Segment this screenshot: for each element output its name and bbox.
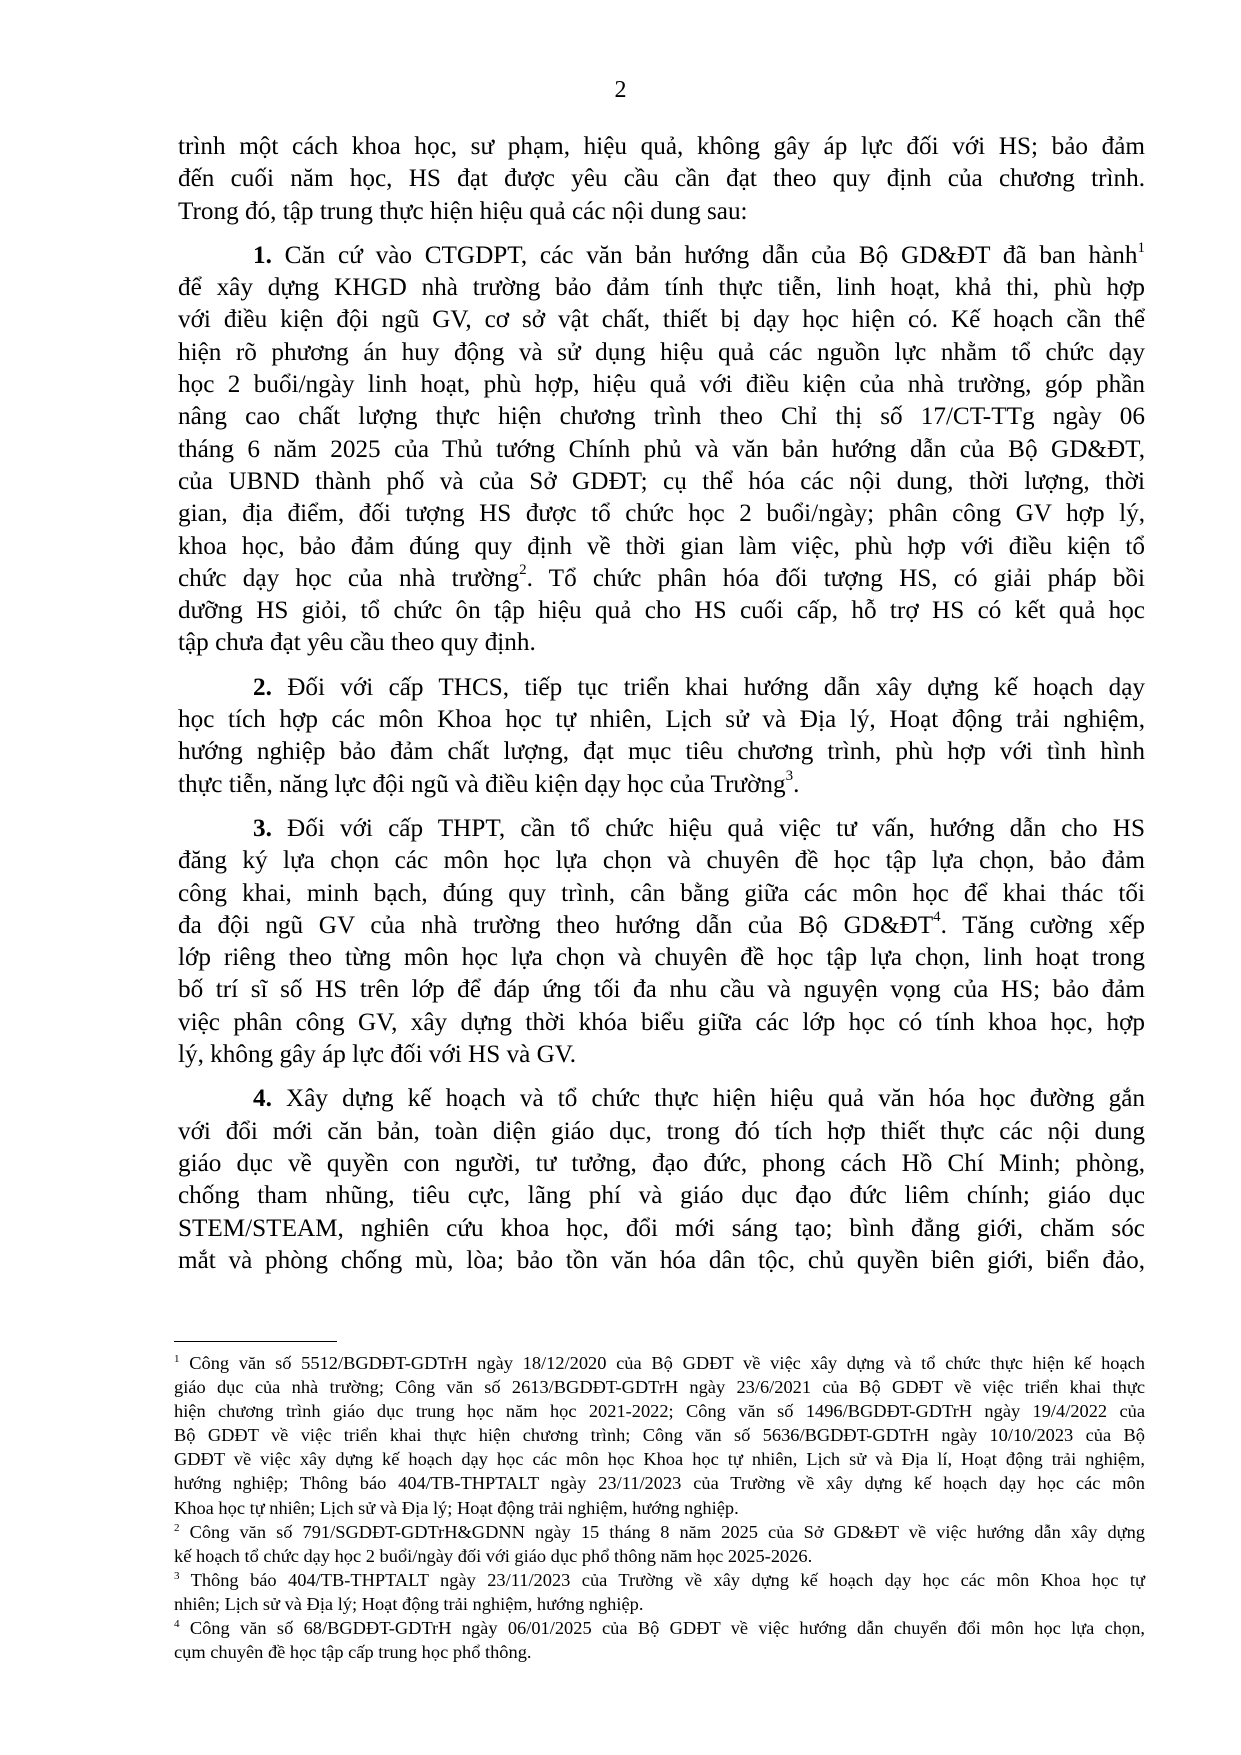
footnote-ref[interactable]: 2	[519, 562, 527, 579]
footnote-line	[174, 1616, 1145, 1640]
text-line	[178, 769, 1145, 801]
footnote-line: hiện chương trình giáo dục trung học năm học 2021-2022; Công văn số 1496/BGDĐT-GDTrH ngày 19/4/2022 của	[174, 1401, 1145, 1422]
text-run: . Tăng cường xếp	[940, 911, 1145, 939]
document-body	[178, 131, 1145, 1289]
footnote-separator	[174, 1341, 337, 1342]
text-line: bố trí sĩ số HS trên lớp để đáp ứng tối đa nhu cầu và nguyện vọng của HS; bảo đảm	[178, 976, 1145, 1004]
footnote-line: GDĐT về việc xây dựng kế hoạch dạy học các môn học Khoa học tự nhiên, Lịch sử và Địa lí, Hoạt động trải nghiệm,	[174, 1449, 1145, 1470]
text-line: hiện rõ phương án huy động và sử dụng hiệu quả các nguồn lực nhằm tổ chức dạy	[178, 338, 1145, 366]
text-line: với điều kiện đội ngũ GV, cơ sở vật chất, thiết bị dạy học hiện có. Kế hoạch cần thể	[178, 306, 1145, 334]
text-line: lý, không gây áp lực đối với HS và GV.	[178, 1041, 576, 1069]
text-line: gian, địa điểm, đối tượng HS được tổ chức học 2 buổi/ngày; phân công GV hợp lý,	[178, 500, 1145, 528]
text-line: đến cuối năm học, HS đạt được yêu cầu cần đạt theo quy định của chương trình.	[178, 165, 1145, 193]
text-line: của UBND thành phố và của Sở GDĐT; cụ thể hóa các nội dung, thời lượng, thời	[178, 467, 1145, 495]
text-line: tháng 6 năm 2025 của Thủ tướng Chính phủ và văn bản hướng dẫn của Bộ GD&ĐT,	[178, 435, 1145, 463]
footnote-ref[interactable]: 4	[933, 909, 941, 926]
text-line: với đổi mới căn bản, toàn diện giáo dục, trong đó tích hợp thiết thực các nội dung	[178, 1117, 1145, 1145]
text-line: mắt và phòng chống mù, lòa; bảo tồn văn hóa dân tộc, chủ quyền biên giới, biển đảo,	[178, 1246, 1145, 1274]
text-run: đa đội ngũ GV của nhà trường theo hướng dẫn của Bộ GD&ĐT	[178, 911, 934, 939]
item-1-paragraph	[178, 240, 1145, 660]
text-line: Trong đó, tập trung thực hiện hiệu quả các nội dung sau:	[178, 197, 748, 225]
text-line: tập chưa đạt yêu cầu theo quy định.	[178, 629, 536, 657]
text-line: chống tham nhũng, tiêu cực, lãng phí và giáo dục đạo đức liêm chính; giáo dục	[178, 1182, 1145, 1210]
footnote-mark: 2	[174, 1521, 180, 1534]
text-line	[178, 813, 1145, 845]
text-line: khoa học, bảo đảm đúng quy định về thời gian làm việc, phù hợp với điều kiện tổ	[178, 532, 1145, 560]
text-run: . Tổ chức phân hóa đối tượng HS, có giải pháp bồi	[526, 564, 1146, 592]
text-line: lớp riêng theo từng môn học lựa chọn và chuyên đề học tập lựa chọn, linh hoạt trong	[178, 944, 1145, 972]
footnote-line: nhiên; Lịch sử và Địa lý; Hoạt động trải nghiệm, hướng nghiệp.	[174, 1593, 644, 1614]
footnote-2	[174, 1520, 1145, 1568]
footnote-line: cụm chuyên đề học tập cấp trung học phổ thông.	[174, 1642, 532, 1663]
item-3-paragraph	[178, 813, 1145, 1071]
text-run: Đối với cấp THCS, tiếp tục triển khai hướng dẫn xây dựng kế hoạch dạy	[271, 673, 1145, 701]
text-line: học 2 buổi/ngày linh hoạt, phù hợp, hiệu quả với điều kiện của nhà trường, góp phần	[178, 371, 1145, 399]
text-run: Căn cứ vào CTGDPT, các văn bản hướng dẫn của Bộ GD&ĐT đã ban hành	[271, 241, 1138, 269]
footnote-line	[174, 1520, 1145, 1544]
text-line: học tích hợp các môn Khoa học tự nhiên, Lịch sử và Địa lý, Hoạt động trải nghiệm,	[178, 706, 1145, 734]
text-line: STEM/STEAM, nghiên cứu khoa học, đổi mới sáng tạo; bình đẳng giới, chăm sóc	[178, 1214, 1145, 1242]
text-run: thực tiễn, năng lực đội ngũ và điều kiện dạy học của Trường	[178, 770, 786, 798]
text-line	[178, 910, 1145, 942]
footnote-line: kế hoạch tổ chức dạy học 2 buổi/ngày đối với giáo dục phổ thông năm học 2025-2026.	[174, 1545, 813, 1566]
page-number: 2	[614, 77, 627, 103]
text-line	[178, 1083, 1145, 1115]
footnote-line	[174, 1568, 1145, 1592]
footnote-ref[interactable]: 1	[1137, 239, 1145, 256]
text-line	[178, 563, 1145, 595]
intro-paragraph	[178, 131, 1145, 228]
footnote-3	[174, 1568, 1145, 1616]
text-line	[178, 672, 1145, 704]
text-run: chức dạy học của nhà trường	[178, 564, 520, 592]
footnote-line: Khoa học tự nhiên; Lịch sử và Địa lý; Hoạt động trải nghiệm, hướng nghiệp.	[174, 1497, 739, 1518]
text-run: Thông báo 404/TB-THPTALT ngày 23/11/2023 của Trường về xây dựng kế hoạch dạy học các môn Khoa học tự	[179, 1569, 1145, 1590]
text-run: Đối với cấp THPT, cần tổ chức hiệu quả việc tư vấn, hướng dẫn cho HS	[271, 814, 1145, 842]
footnote-4	[174, 1616, 1145, 1664]
footnote-mark: 3	[174, 1569, 180, 1582]
footnote-mark: 4	[174, 1617, 180, 1630]
footnote-line	[174, 1351, 1145, 1375]
text-run: Công văn số 791/SGDĐT-GDTrH&GDNN ngày 15 tháng 8 năm 2025 của Sở GD&ĐT về việc hướng dẫn xây dựng	[179, 1521, 1145, 1542]
footnote-line: hướng nghiệp; Thông báo 404/TB-THPTALT ngày 23/11/2023 của Trường về xây dựng kế hoạch dạy học các môn	[174, 1473, 1145, 1494]
text-line: giáo dục về quyền con người, tư tưởng, đạo đức, phong cách Hồ Chí Minh; phòng,	[178, 1149, 1145, 1177]
text-line: công khai, minh bạch, đúng quy trình, cân bằng giữa các môn học để khai thác tối	[178, 879, 1145, 907]
item-number: 3.	[253, 814, 272, 842]
text-line: nâng cao chất lượng thực hiện chương trình theo Chỉ thị số 17/CT-TTg ngày 06	[178, 403, 1145, 431]
text-run: Xây dựng kế hoạch và tổ chức thực hiện hiệu quả văn hóa học đường gắn	[271, 1085, 1145, 1113]
text-line: đăng ký lựa chọn các môn học lựa chọn và chuyên đề học tập lựa chọn, bảo đảm	[178, 847, 1145, 875]
text-run: Công văn số 68/BGDĐT-GDTrH ngày 06/01/2025 của Bộ GDĐT về việc hướng dẫn chuyển đổi môn học lựa chọn,	[179, 1618, 1145, 1639]
text-line: để xây dựng KHGD nhà trường bảo đảm tính thực tiễn, linh hoạt, khả thi, phù hợp	[178, 274, 1145, 302]
item-2-paragraph	[178, 672, 1145, 801]
text-run: Công văn số 5512/BGDĐT-GDTrH ngày 18/12/2020 của Bộ GDĐT về việc xây dựng và tổ chức thực hiện kế hoạch	[179, 1353, 1145, 1373]
item-4-paragraph	[178, 1083, 1145, 1277]
text-line: hướng nghiệp bảo đảm chất lượng, đạt mục tiêu chương trình, phù hợp với tình hình	[178, 738, 1145, 766]
text-line: dưỡng HS giỏi, tổ chức ôn tập hiệu quả cho HS cuối cấp, hỗ trợ HS có kết quả học	[178, 597, 1145, 625]
footnote-mark: 1	[174, 1352, 180, 1365]
footnote-1	[174, 1351, 1145, 1520]
item-number: 1.	[253, 241, 272, 269]
text-line: trình một cách khoa học, sư phạm, hiệu quả, không gây áp lực đối với HS; bảo đảm	[178, 133, 1145, 160]
item-number: 2.	[253, 673, 272, 701]
text-line: việc phân công GV, xây dựng thời khóa biểu giữa các lớp học có tính khoa học, hợp	[178, 1008, 1145, 1036]
text-run: .	[793, 770, 800, 798]
footnotes	[174, 1351, 1145, 1664]
text-line	[178, 240, 1145, 272]
footnote-ref[interactable]: 3	[785, 768, 794, 785]
footnote-line: giáo dục của nhà trường; Công văn số 2613/BGDĐT-GDTrH ngày 23/6/2021 của Bộ GDĐT về việc triển khai thực	[174, 1377, 1145, 1398]
item-number: 4.	[253, 1085, 272, 1113]
footnote-line: Bộ GDĐT về việc triển khai thực hiện chương trình; Công văn số 5636/BGDĐT-GDTrH ngày 10/10/2023 của Bộ	[174, 1425, 1145, 1446]
